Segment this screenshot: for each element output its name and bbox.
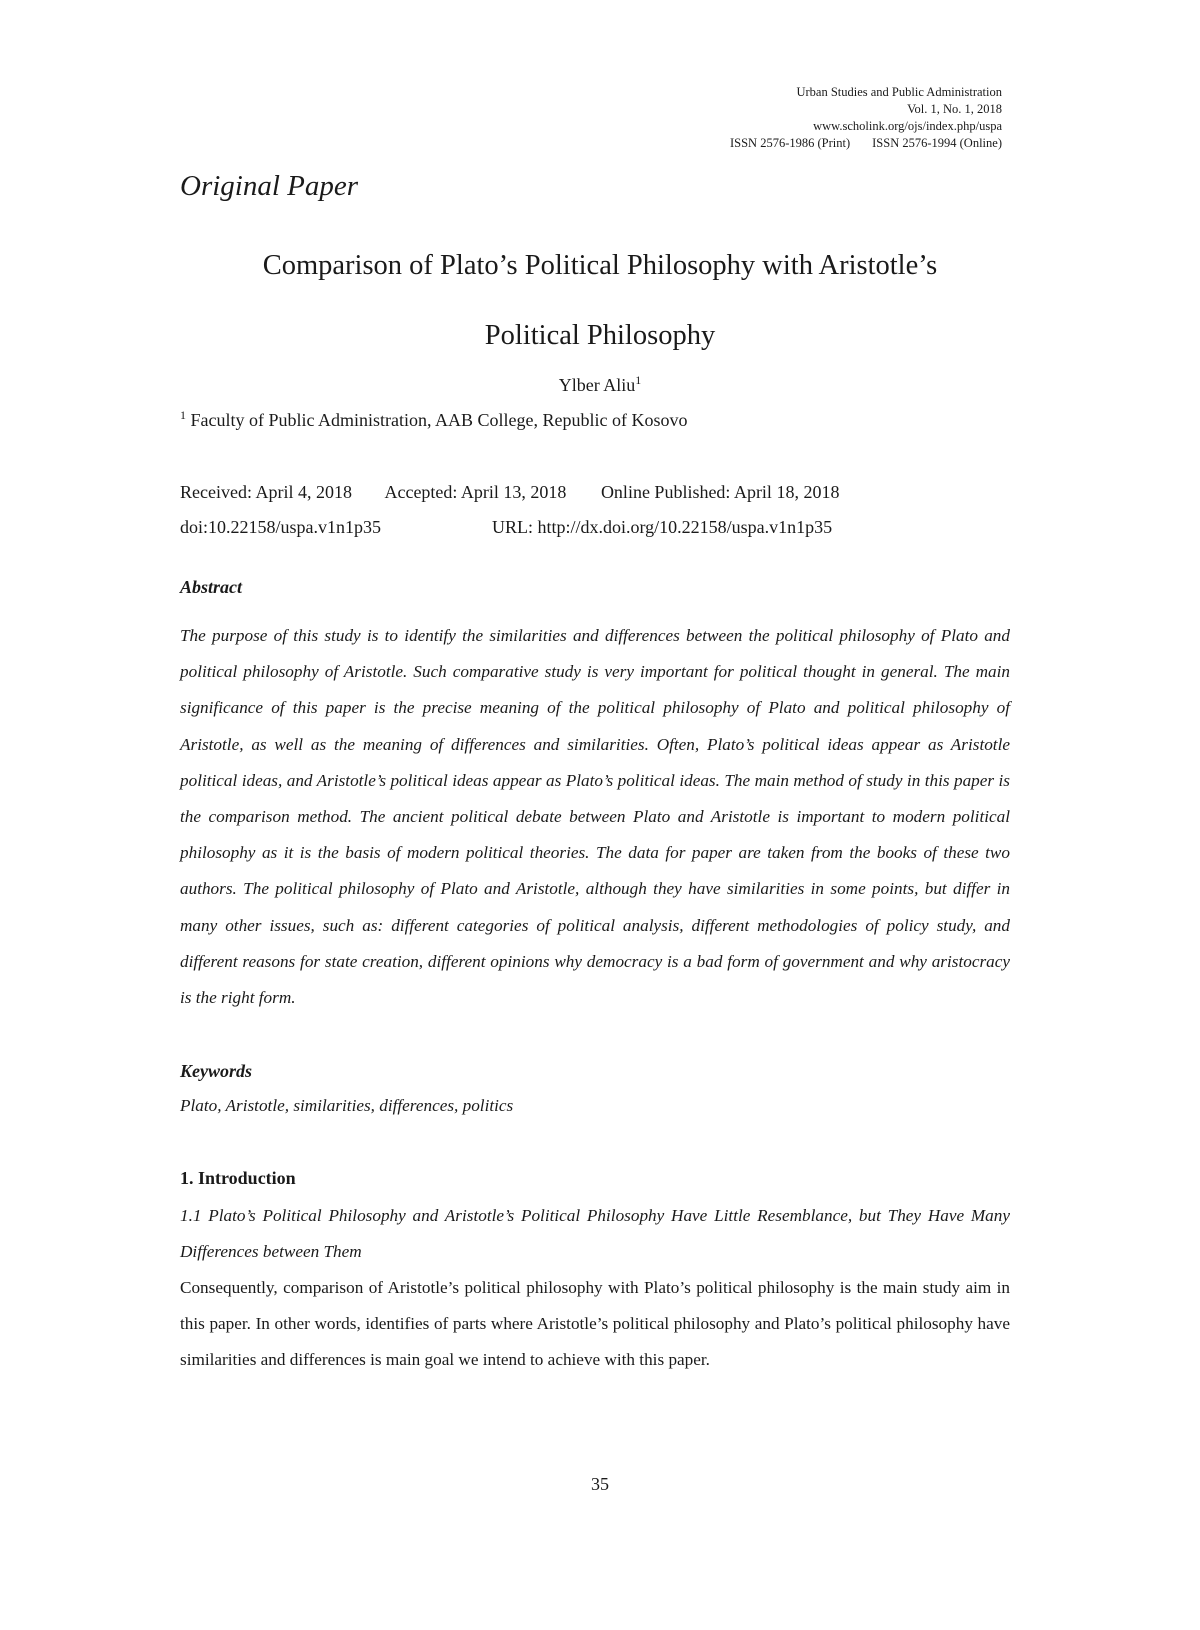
- title-line-1: Comparison of Plato’s Political Philosophy with Aristotle’s: [262, 250, 938, 281]
- keywords-heading: Keywords: [180, 1061, 252, 1081]
- introduction-paragraph: Consequently, comparison of Aristotle’s political philosophy with Plato’s political philosophy is the main study aim in this paper. In other words, identifies of parts where Aristotle’s political philosophy and Plato’s political philosophy have similarities and differences is main goal we intend to achieve with this paper.: [180, 1278, 1010, 1370]
- title-line-2: Political Philosophy: [484, 320, 716, 351]
- journal-header: [730, 84, 1002, 152]
- received-date: Received: April 4, 2018: [180, 482, 352, 502]
- accepted-date: Accepted: April 13, 2018: [384, 482, 567, 502]
- introduction-subheading: 1.1 Plato’s Political Philosophy and Aristotle’s Political Philosophy Have Little Resemblance, but They Have Many Differences between Them: [180, 1206, 1010, 1262]
- journal-issn: [730, 135, 1002, 152]
- keywords-text: Plato, Aristotle, similarities, differences, politics: [180, 1096, 514, 1115]
- paper-title: [160, 231, 1040, 371]
- issn-online: ISSN 2576-1994 (Online): [872, 136, 1002, 150]
- doi: doi:10.22158/uspa.v1n1p35: [180, 517, 381, 537]
- publication-dates: [180, 482, 839, 503]
- journal-website[interactable]: www.scholink.org/ojs/index.php/uspa: [813, 119, 1002, 133]
- doi-line: [180, 517, 833, 538]
- author: [0, 373, 1200, 396]
- page-number: 35: [591, 1474, 609, 1494]
- online-date: Online Published: April 18, 2018: [600, 482, 840, 502]
- author-sup: 1: [635, 373, 642, 387]
- issn-print: ISSN 2576-1986 (Print): [729, 136, 851, 150]
- abstract-text: The purpose of this study is to identify the similarities and differences between the political philosophy of Plato and political philosophy of Aristotle. Such comparative study is very important for political thought in general. The main significance of this paper is the precise meaning of the political philosophy of Plato and political philosophy of Aristotle, as well as the meaning of differences and similarities. Often, Plato’s political ideas appear as Aristotle political ideas, and Aristotle’s political ideas appear as Plato’s political ideas. The main method of study in this paper is the comparison method. The ancient political debate between Plato and Aristotle is important to modern political philosophy as it is the basis of modern political theories. The data for paper are taken from the books of these two authors. The political philosophy of Plato and Aristotle, although they have similarities in some points, but differ in many other issues, such as: different categories of political analysis, different methodologies of policy study, and different reasons for state creation, different opinions why democracy is a bad form of government and why aristocracy is the right form.: [180, 626, 1010, 1008]
- author-name: Ylber Aliu: [558, 375, 636, 395]
- affiliation-text: Faculty of Public Administration, AAB College, Republic of Kosovo: [190, 410, 688, 430]
- journal-name: Urban Studies and Public Administration: [796, 85, 1002, 99]
- affiliation-sup: 1: [180, 408, 186, 422]
- paper-type: Original Paper: [180, 170, 359, 202]
- affiliation: [180, 408, 687, 431]
- journal-volume: Vol. 1, No. 1, 2018: [907, 102, 1002, 116]
- abstract-heading: Abstract: [180, 577, 243, 597]
- introduction-heading: 1. Introduction: [180, 1168, 296, 1188]
- doi-url[interactable]: URL: http://dx.doi.org/10.22158/uspa.v1n1p35: [492, 517, 833, 537]
